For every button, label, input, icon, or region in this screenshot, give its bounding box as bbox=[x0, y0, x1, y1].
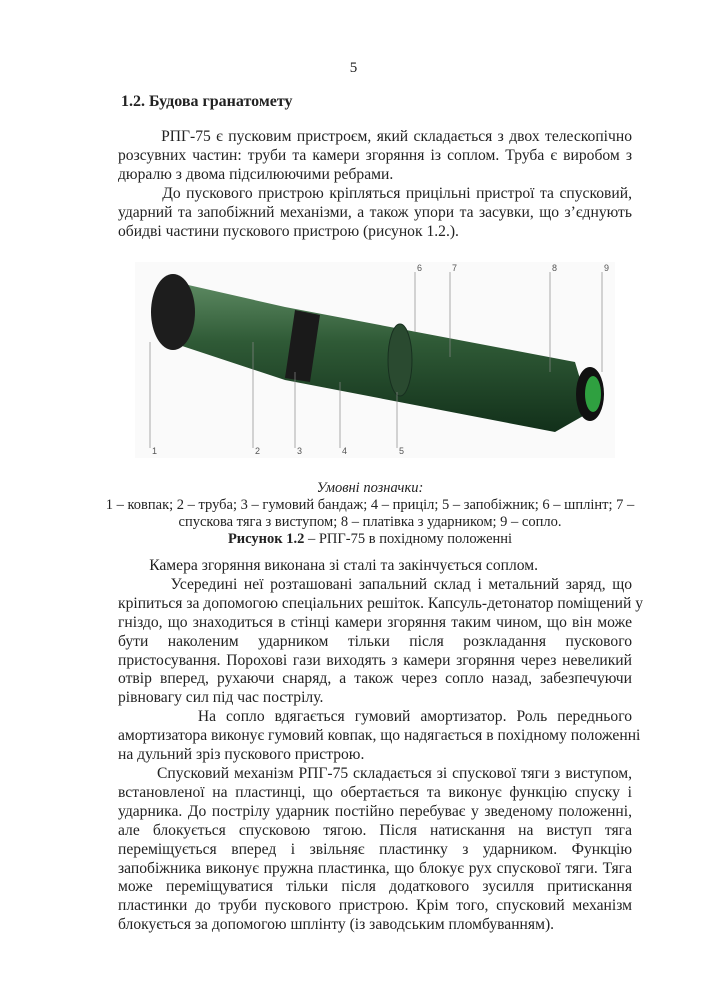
text-line: амортизатора виконує гумовий ковпак, що надягається в похідному положенні bbox=[118, 727, 641, 745]
section-heading: 1.2. Будова гранатомету bbox=[121, 93, 293, 110]
text-line: гніздо, що знаходиться в стінці камери згоряння таким чином, що він може bbox=[118, 613, 632, 631]
figure-label: 3 bbox=[297, 446, 303, 456]
legend-title: Умовні позначки: bbox=[316, 480, 424, 496]
figure-title: Рисунок 1.2 – РПГ-75 в похідному положенні bbox=[227, 531, 513, 547]
figure-label: 6 bbox=[417, 263, 423, 273]
text-line: бути наколеним ударником тільки після розкладання пускового bbox=[118, 632, 632, 650]
text-line: ударний та запобіжний механізми, а також упори та засувки, що з’єднують bbox=[118, 203, 632, 221]
text-line: До пускового пристрою кріпляться прицільні пристрої та спусковий, bbox=[118, 184, 632, 202]
legend-line: спускова тяга з виступом; 8 – платівка з ударником; 9 – сопло. bbox=[178, 514, 562, 530]
text-line: На сопло вдягається гумовий амортизатор. Роль переднього bbox=[118, 708, 632, 726]
page-number: 5 bbox=[349, 60, 358, 76]
text-line: блокується за допомогою шплінту (із заводським пломбуванням). bbox=[118, 916, 555, 934]
text-line: встановленої на пластинці, що обертається та виконує функцію спуску і bbox=[118, 783, 632, 801]
figure-label: 8 bbox=[552, 263, 558, 273]
text-line: на дульний зріз пускового пристрою. bbox=[118, 746, 365, 764]
text-line: запобіжника виконує пружна пластинка, що блокує рух спускової тяги. Тяга bbox=[118, 859, 632, 877]
figure-label: 1 bbox=[152, 446, 158, 456]
figure-label: 7 bbox=[452, 263, 458, 273]
text-line: отвір вперед, рухаючи снаряд, а також через сопло назад, забезпечуючи bbox=[118, 670, 632, 688]
figure-label: 5 bbox=[399, 446, 405, 456]
text-line: РПГ-75 є пусковим пристроєм, який складається з двох телескопічно bbox=[118, 128, 632, 145]
figure-label: 2 bbox=[255, 446, 261, 456]
text-line: дюралю з двома підсилюючими ребрами. bbox=[118, 165, 394, 183]
text-line: Спусковий механізм РПГ-75 складається зі спускової тяги з виступом, bbox=[118, 764, 632, 782]
text-line: обидві частини пускового пристрою (рисунок 1.2.). bbox=[118, 222, 459, 240]
text-line: пластинки до труби пускового пристрою. Крім того, спусковий механізм bbox=[118, 897, 632, 915]
text-line: рівновагу сил під час пострілу. bbox=[118, 689, 324, 707]
figure-label: 4 bbox=[342, 446, 348, 456]
text-line: може переміщуватися тільки після додаткового зусилля притискання bbox=[118, 878, 632, 896]
rpg75-figure bbox=[135, 262, 615, 458]
text-line: кріпиться за допомогою спеціальних решіток. Капсуль-детонатор поміщений у bbox=[118, 594, 644, 612]
legend-line: 1 – ковпак; 2 – труба; 3 – гумовий бандаж; 4 – приціл; 5 – запобіжник; 6 – шплінт; 7 – bbox=[105, 497, 635, 513]
text-line: ударника. До пострілу ударник постійно перебуває у зведеному положенні, bbox=[118, 802, 632, 820]
cap bbox=[151, 274, 195, 350]
text-line: розсувних частин: труби та камери згоряння із соплом. Труба є виробом з bbox=[118, 146, 632, 164]
figure-label: 9 bbox=[604, 263, 610, 273]
figure-caption bbox=[90, 480, 650, 548]
text-line: пристосування. Порохові гази виходять з камери згоряння через невеликий bbox=[118, 651, 632, 669]
text-block-main bbox=[118, 557, 644, 935]
text-block-intro bbox=[118, 128, 632, 241]
text-line: але блокується спусковою тягою. Після натискання на виступ тяга bbox=[118, 821, 632, 839]
text-line: Усередині неї розташовані запальний склад і метальний заряд, що bbox=[118, 575, 632, 593]
text-line: Камера згоряння виконана зі сталі та закінчується соплом. bbox=[118, 557, 539, 574]
text-line: переміщується вперед і звільняє пластинку з ударником. Функцію bbox=[118, 840, 632, 858]
